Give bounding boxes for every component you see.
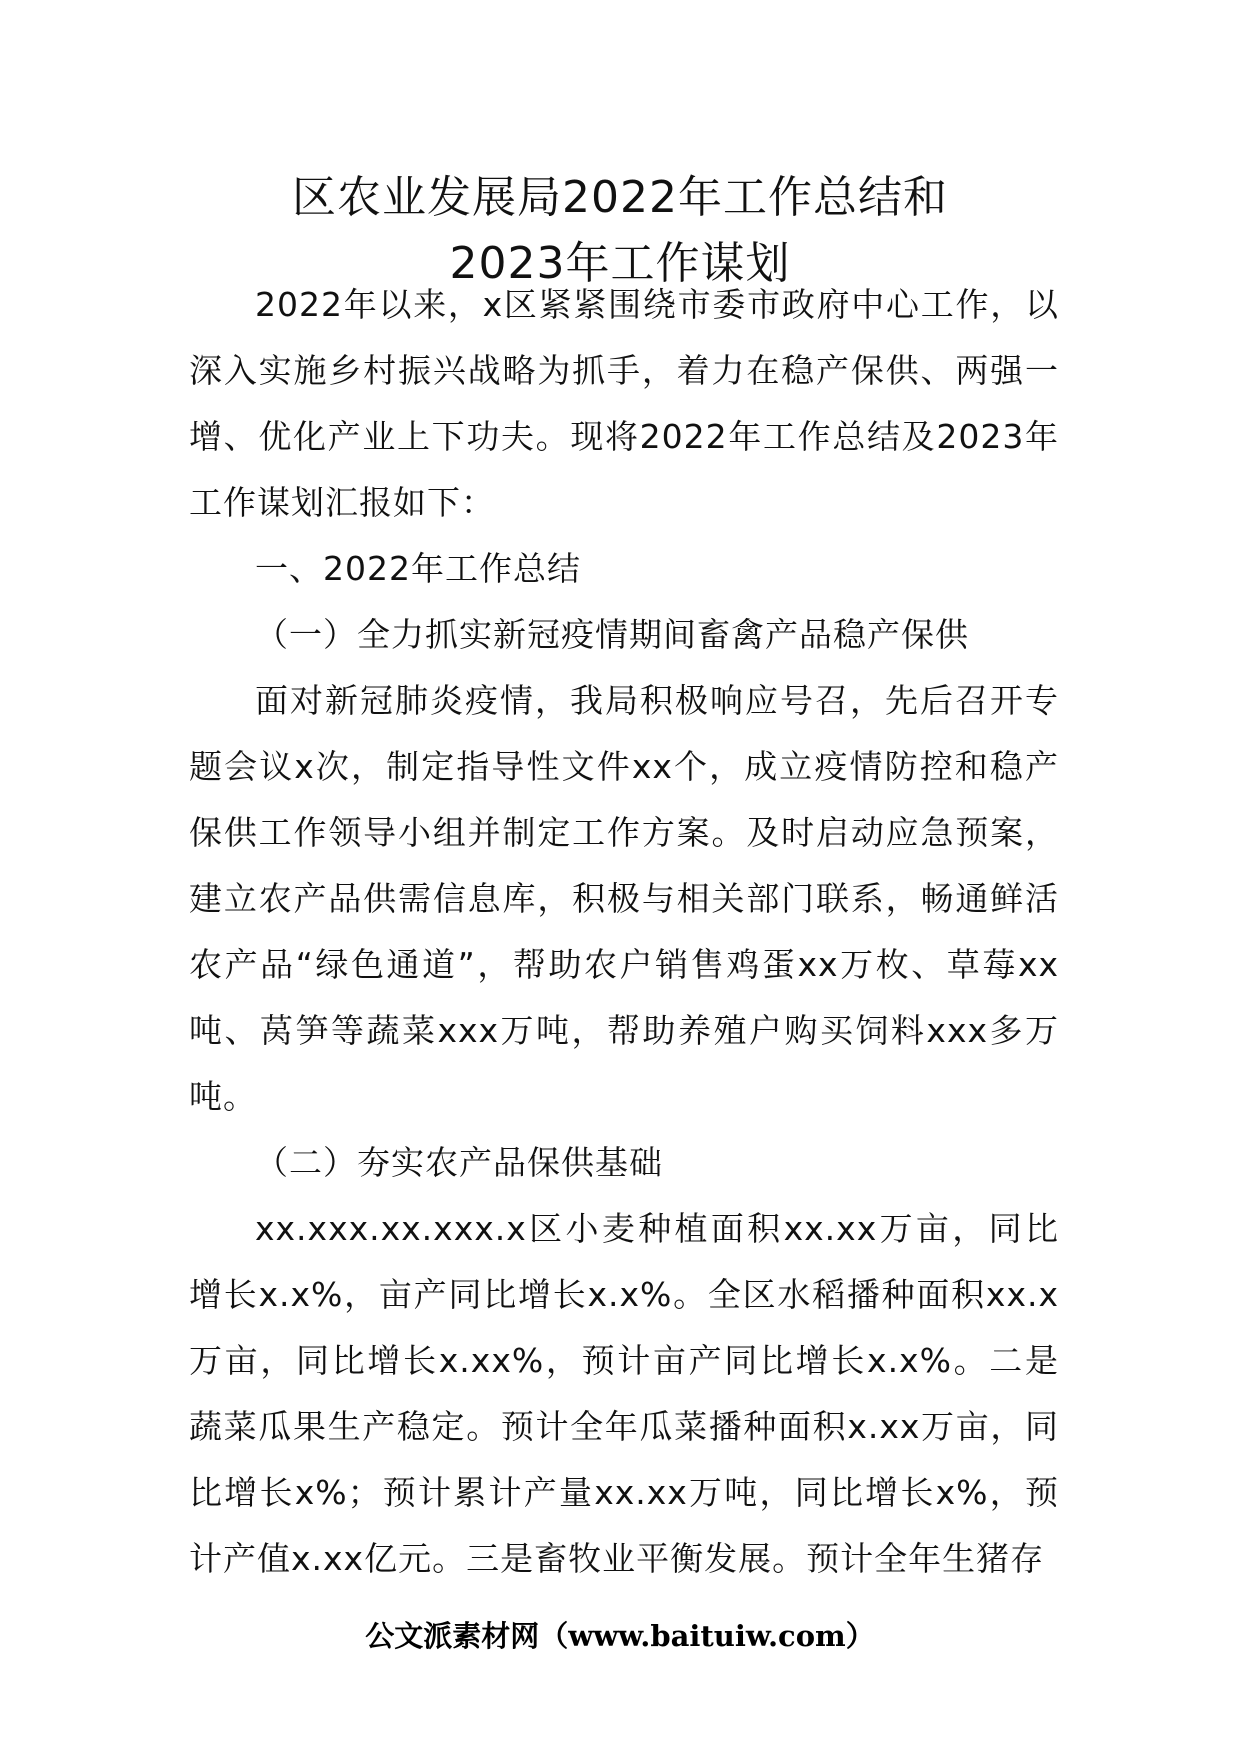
- footer-watermark: 公文派素材网（www.baituiw.com）: [365, 1619, 875, 1653]
- subsection-1-paragraph: 面对新冠肺炎疫情，我局积极响应号召，先后召开专题会议x次，制定指导性文件xx个，成立疫情防控和稳产保供工作领导小组并制定工作方案。及时启动应急预案，建立农产品供需信息库，积极与相关部门联系，畅通鲜活农产品“绿色通道”，帮助农户销售鸡蛋xx万枚、草莓xx吨、莴笋等蔬菜xxx万吨，帮助养殖户购买饲料xxx多万吨。: [189, 681, 1059, 1116]
- subsection-heading-1: （一）全力抓实新冠疫情期间畜禽产品稳产保供: [255, 615, 969, 654]
- subsection-2-paragraph: xx.xxx.xx.xxx.x区小麦种植面积xx.xx万亩，同比增长x.x%，亩产同比增长x.x%。全区水稻播种面积xx.x万亩，同比增长x.xx%，预计亩产同比增长x.x%。二是蔬菜瓜果生产稳定。预计全年瓜菜播种面积x.xx万亩，同比增长x%；预计累计产量xx.xx万吨，同比增长x%，预计产值x.xx亿元。三是畜牧业平衡发展。预计全年生猪存: [189, 1209, 1059, 1578]
- intro-paragraph: 2022年以来，x区紧紧围绕市委市政府中心工作，以深入实施乡村振兴战略为抓手，着力在稳产保供、两强一增、优化产业上下功夫。现将2022年工作总结及2023年工作谋划汇报如下：: [189, 285, 1059, 522]
- subsection-heading-2: （二）夯实农产品保供基础: [255, 1143, 663, 1182]
- document-title-line-2: 2023年工作谋划: [449, 238, 791, 289]
- document-title-line-1: 区农业发展局2022年工作总结和: [292, 172, 948, 223]
- section-heading-1: 一、2022年工作总结: [255, 549, 581, 588]
- document-body: [189, 272, 1059, 1592]
